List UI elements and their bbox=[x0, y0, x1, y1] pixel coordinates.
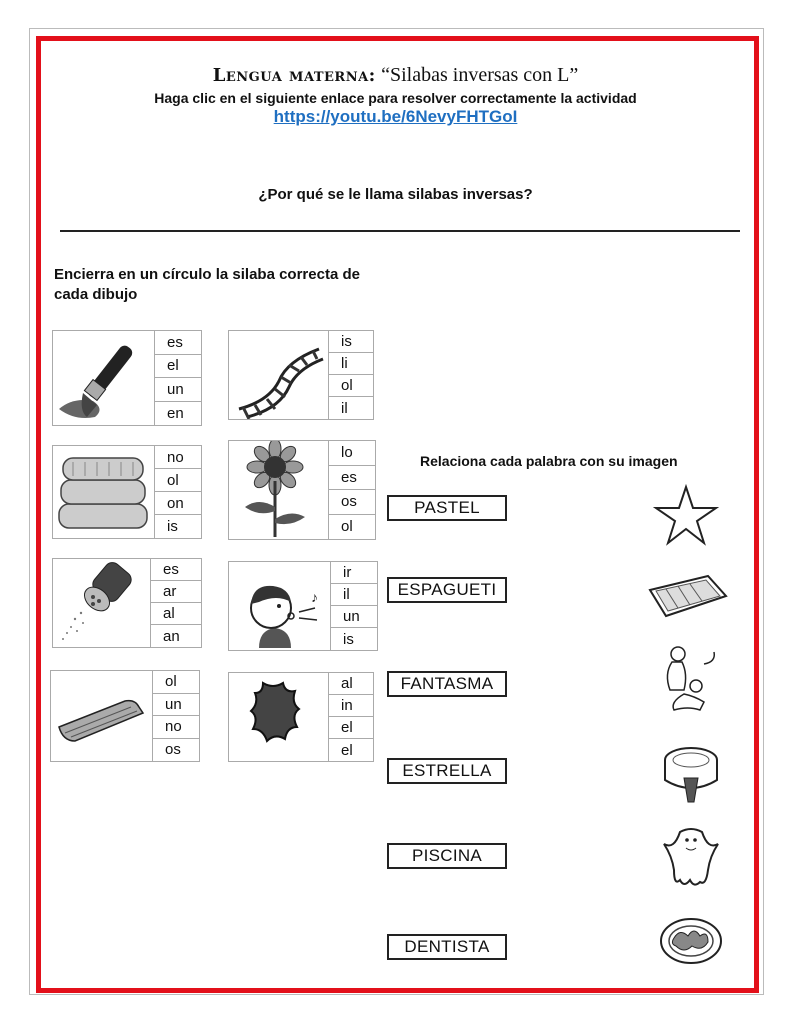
syllable-option[interactable]: ir bbox=[331, 562, 377, 584]
subject-label: Lengua materna: bbox=[212, 65, 376, 86]
syllable-options bbox=[328, 441, 375, 539]
syllable-option[interactable]: el bbox=[329, 717, 373, 739]
syllable-options bbox=[154, 331, 201, 425]
syllable-options bbox=[152, 671, 199, 761]
syllable-option[interactable]: lo bbox=[329, 441, 375, 466]
ghost-icon[interactable] bbox=[660, 826, 722, 897]
topic-label: “Silabas inversas con L” bbox=[381, 64, 579, 86]
syllable-option[interactable]: es bbox=[151, 559, 201, 581]
syllable-option[interactable]: un bbox=[153, 694, 199, 717]
syllable-option[interactable]: en bbox=[167, 404, 184, 422]
blankets-icon bbox=[53, 446, 153, 538]
syllable-option[interactable]: es bbox=[155, 331, 201, 355]
syllable-option[interactable]: ol bbox=[155, 469, 201, 492]
syllable-option[interactable]: ol bbox=[341, 518, 353, 536]
syllable-option[interactable]: is bbox=[167, 518, 178, 535]
syllable-option[interactable]: il bbox=[341, 399, 348, 417]
syllable-option[interactable]: es bbox=[329, 466, 375, 491]
video-link[interactable]: https://youtu.be/6NevyFHTGoI bbox=[273, 107, 518, 126]
syllable-card-paintbrush bbox=[52, 330, 202, 426]
syllable-card-leather-hide bbox=[228, 672, 374, 762]
svg-text:♪: ♪ bbox=[311, 589, 318, 605]
link-instruction: Haga clic en el siguiente enlace para resolver correctamente la actividad bbox=[154, 90, 637, 106]
syllable-card-sunflower bbox=[228, 440, 376, 540]
word-box[interactable]: PASTEL bbox=[387, 495, 507, 521]
syllable-card-whistling-boy bbox=[228, 561, 378, 651]
sunflower-icon bbox=[229, 441, 329, 539]
syllable-option[interactable]: un bbox=[155, 378, 201, 402]
syllable-option[interactable]: os bbox=[329, 490, 375, 515]
match-instruction: Relaciona cada palabra con su imagen bbox=[420, 453, 678, 469]
syllable-options bbox=[330, 562, 377, 650]
spaghetti-icon[interactable] bbox=[658, 914, 724, 973]
syllable-options bbox=[150, 559, 201, 647]
syllable-option[interactable]: on bbox=[155, 492, 201, 515]
question-text: ¿Por qué se le llama silabas inversas? bbox=[258, 186, 533, 203]
word-box[interactable]: ESTRELLA bbox=[387, 758, 507, 784]
word-box[interactable]: FANTASMA bbox=[387, 671, 507, 697]
syllable-option[interactable]: no bbox=[155, 446, 201, 469]
syllable-option[interactable]: al bbox=[329, 673, 373, 695]
syllable-option[interactable]: al bbox=[151, 603, 201, 625]
syllable-option[interactable]: el bbox=[155, 355, 201, 379]
salt-shaker-icon bbox=[53, 559, 151, 647]
syllable-option[interactable]: el bbox=[341, 741, 353, 759]
leather-hide-icon bbox=[229, 673, 329, 761]
syllable-option[interactable]: os bbox=[165, 741, 181, 759]
syllable-option[interactable]: il bbox=[331, 584, 377, 606]
syllable-option[interactable]: is bbox=[329, 331, 373, 353]
worksheet-title bbox=[0, 64, 791, 87]
syllable-options bbox=[328, 331, 373, 419]
syllable-option[interactable]: ar bbox=[151, 581, 201, 603]
paintbrush-icon bbox=[53, 331, 153, 425]
circle-instruction: Encierra en un círculo la silaba correcta de cada dibujo bbox=[54, 266, 360, 303]
syllable-option[interactable]: in bbox=[329, 695, 373, 717]
air-mattress-icon bbox=[51, 671, 151, 761]
railway-icon bbox=[229, 331, 327, 419]
syllable-option[interactable]: un bbox=[331, 606, 377, 628]
syllable-card-air-mattress bbox=[50, 670, 200, 762]
syllable-option[interactable]: ol bbox=[329, 375, 373, 397]
syllable-option[interactable]: li bbox=[329, 353, 373, 375]
syllable-card-railway bbox=[228, 330, 374, 420]
word-box[interactable]: ESPAGUETI bbox=[387, 577, 507, 603]
syllable-card-blankets bbox=[52, 445, 202, 539]
syllable-option[interactable]: no bbox=[153, 716, 199, 739]
pool-icon[interactable] bbox=[644, 570, 730, 627]
star-icon[interactable] bbox=[653, 484, 719, 551]
word-box[interactable]: PISCINA bbox=[387, 843, 507, 869]
syllable-option[interactable]: is bbox=[343, 630, 354, 648]
syllable-card-salt-shaker bbox=[52, 558, 202, 648]
dentist-icon[interactable] bbox=[654, 644, 724, 721]
syllable-option[interactable]: an bbox=[163, 627, 180, 645]
syllable-option[interactable]: ol bbox=[153, 671, 199, 694]
whistling-boy-icon bbox=[229, 562, 329, 650]
word-box[interactable]: DENTISTA bbox=[387, 934, 507, 960]
syllable-options bbox=[328, 673, 373, 761]
answer-line[interactable] bbox=[60, 226, 740, 232]
syllable-options bbox=[154, 446, 201, 538]
cake-icon[interactable] bbox=[660, 740, 722, 811]
